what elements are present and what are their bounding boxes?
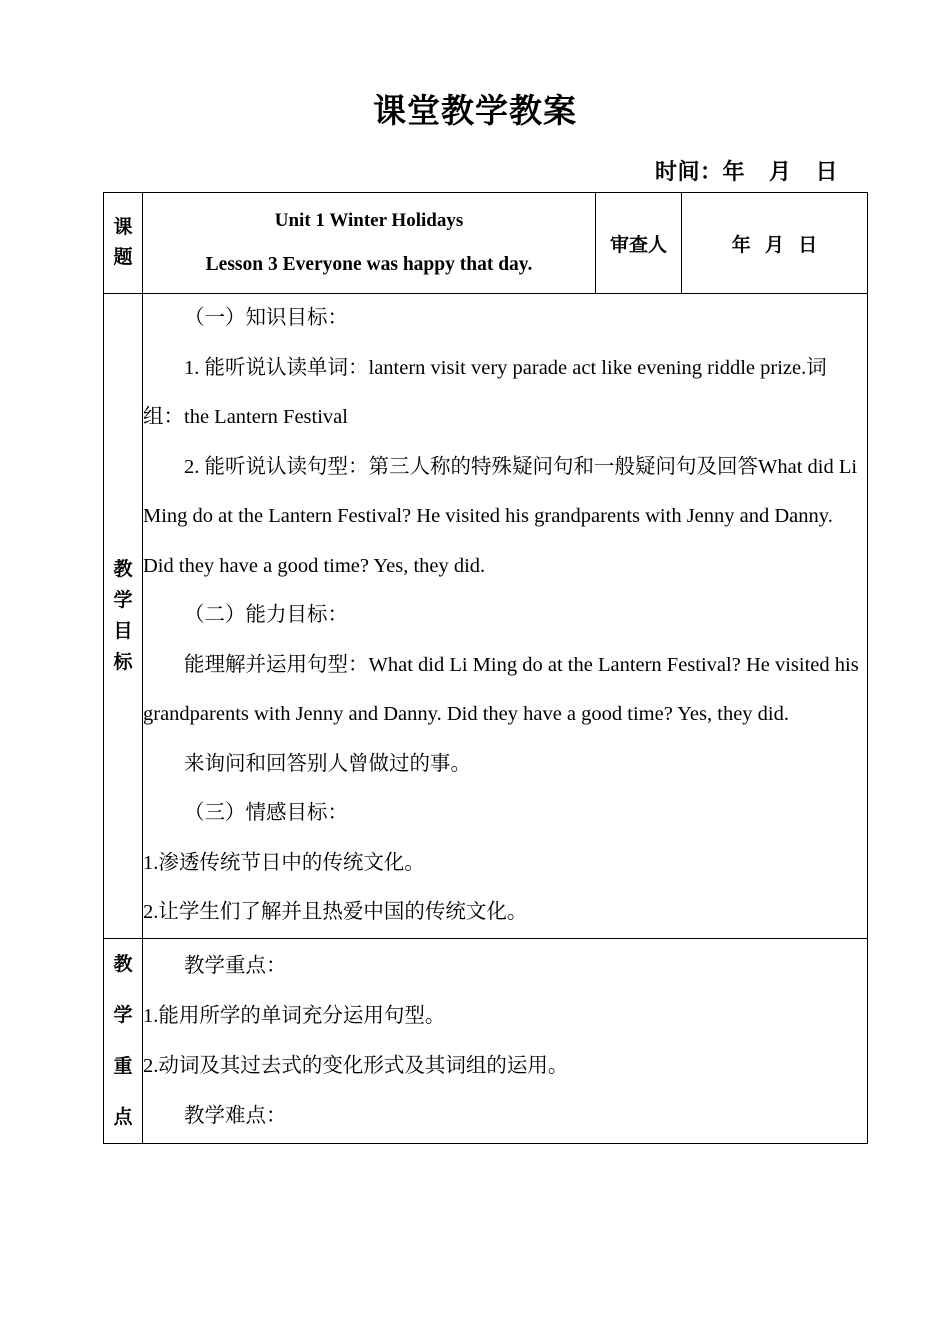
row-label-goals-char-1: 学	[113, 589, 133, 611]
focus-paragraph: 教学难点：	[184, 1104, 287, 1127]
goals-content-cell	[143, 294, 868, 939]
topic-content-cell	[143, 193, 596, 294]
table-row-goals	[104, 294, 868, 939]
goals-paragraph: 来询问和回答别人曾做过的事。	[184, 752, 471, 775]
table-row-topic	[104, 193, 868, 294]
row-label-goals-char-2: 目	[113, 620, 133, 642]
topic-line-unit: Unit 1 Winter Holidays	[274, 210, 464, 231]
reviewer-label-cell: 审查人	[596, 193, 682, 294]
goals-paragraph: （三）情感目标：	[184, 802, 348, 824]
date-line: 时间：年 月 日	[654, 159, 838, 184]
reviewer-date-cell: 年 月 日	[682, 193, 868, 294]
focus-content-cell	[143, 938, 868, 1143]
row-label-focus-char-2: 重	[113, 1055, 133, 1077]
focus-paragraph: 1.能用所学的单词充分运用句型。	[143, 1004, 446, 1027]
goals-paragraph: 1.渗透传统节日中的传统文化。	[143, 851, 425, 874]
goals-paragraph: （一）知识目标：	[184, 307, 348, 329]
row-label-topic	[104, 193, 143, 294]
focus-paragraph: 2.动词及其过去式的变化形式及其词组的运用。	[143, 1054, 569, 1077]
goals-paragraph: 能理解并运用句型：What did Li Ming do at the Lantern Festival? He visited his grandparents with Jenny and Danny. Did they have a good time? Yes, they did.	[143, 653, 864, 725]
row-label-topic-char-0: 课	[113, 217, 133, 238]
row-label-focus-char-0: 教	[113, 953, 133, 975]
goals-paragraph: 2. 能听说认读句型：第三人称的特殊疑问句和一般疑问句及回答What did Li Ming do at the Lantern Festival? He visited his grandparents with Jenny and Danny. Did they have a good time? Yes, they did.	[143, 455, 863, 577]
row-label-goals	[104, 294, 143, 939]
row-label-focus	[104, 938, 143, 1143]
row-label-goals-char-3: 标	[113, 651, 133, 673]
lesson-plan-table	[103, 192, 868, 1144]
goals-paragraph: 2.让学生们了解并且热爱中国的传统文化。	[143, 901, 528, 923]
row-label-focus-char-1: 学	[113, 1004, 133, 1026]
row-label-focus-char-3: 点	[113, 1106, 133, 1128]
focus-paragraph: 教学重点：	[184, 954, 287, 977]
goals-paragraph: 1. 能听说认读单词：lantern visit very parade act like evening riddle prize.词组：the Lantern Festival	[143, 356, 827, 428]
page-title: 课堂教学教案	[373, 94, 577, 130]
table-row-focus	[104, 938, 868, 1143]
row-label-topic-char-1: 题	[113, 247, 133, 268]
goals-paragraph: （二）能力目标：	[184, 604, 348, 626]
row-label-goals-char-0: 教	[113, 558, 133, 580]
topic-line-lesson: Lesson 3 Everyone was happy that day.	[205, 254, 533, 275]
